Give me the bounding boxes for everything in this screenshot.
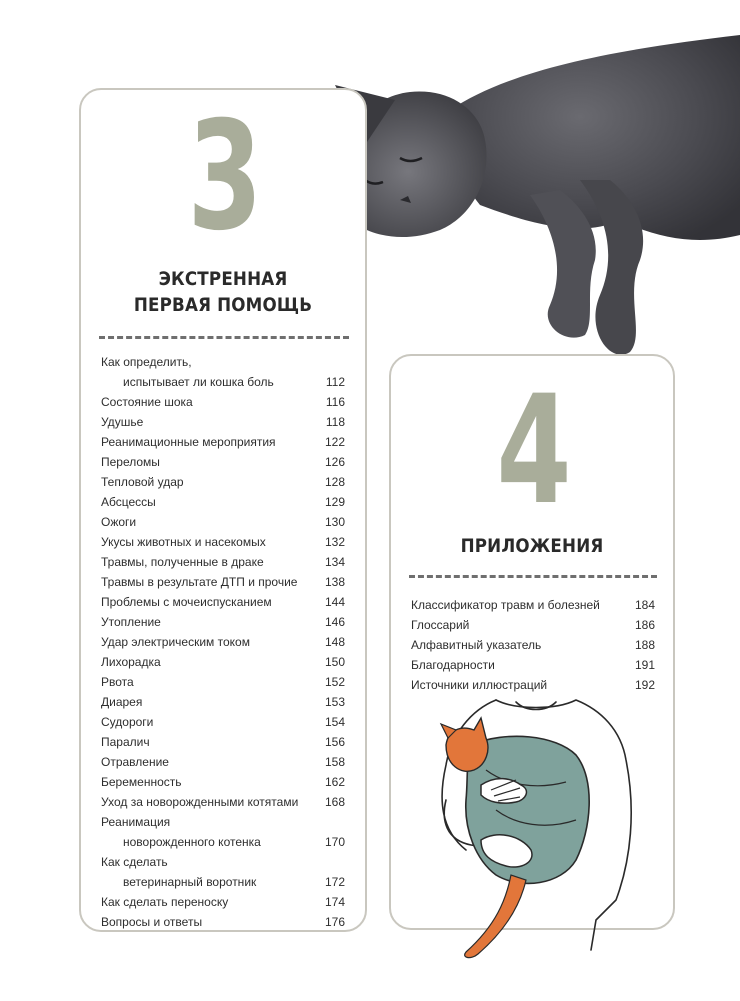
toc-entry-title: Состояние шока [101, 395, 193, 409]
toc-entry [101, 672, 345, 692]
toc-entry-title: Отравление [101, 755, 169, 769]
toc-page-number: 172 [324, 875, 345, 889]
toc-entry [101, 532, 345, 552]
toc-entry-title: Уход за новорожденными котятами [101, 795, 299, 809]
toc-entry-title: Проблемы с мочеиспусканием [101, 595, 272, 609]
section-title-line2: ПЕРВАЯ ПОМОЩЬ [133, 294, 313, 316]
toc-page-number: 150 [324, 655, 345, 669]
toc-entry [101, 692, 345, 712]
toc-entry-title: Ожоги [101, 515, 137, 529]
toc-page-number: 112 [325, 375, 345, 389]
toc-page-number: 192 [634, 678, 655, 692]
toc-page-number: 191 [634, 658, 655, 672]
toc-entry-title: Беременность [101, 775, 182, 789]
toc-entry [101, 772, 345, 792]
toc-entry [101, 712, 345, 732]
toc-entry-title: Вопросы и ответы [101, 915, 203, 929]
toc-entry [101, 892, 345, 912]
toc-entry [101, 572, 345, 592]
toc-entry-title-continued: ветеринарный воротник [123, 875, 257, 889]
toc-page-number: 122 [324, 435, 345, 449]
dashed-divider [409, 575, 657, 578]
toc-entry [101, 472, 345, 492]
toc-entry-title: Источники иллюстраций [411, 678, 548, 692]
toc-page-number: 153 [324, 695, 345, 709]
toc-entry-title: Диарея [101, 695, 143, 709]
toc-entry-title-continued: испытывает ли кошка боль [123, 375, 274, 389]
toc-entry-title: Удушье [101, 415, 144, 429]
toc-entry [101, 752, 345, 772]
toc-page-number: 126 [324, 455, 345, 469]
toc-page-number: 132 [324, 535, 345, 549]
toc-entry-title: Травмы в результате ДТП и прочие [101, 575, 298, 589]
toc-page-number: 148 [324, 635, 345, 649]
toc-entry-title: Укусы животных и насекомых [101, 535, 266, 549]
toc-entry-title: Как определить, [101, 355, 192, 369]
toc-page-number: 168 [324, 795, 345, 809]
toc-page-number: 186 [634, 618, 655, 632]
toc-entry [101, 812, 345, 852]
toc-entry [411, 655, 655, 675]
section-3-panel [79, 88, 367, 932]
toc-entry-title: Реанимационные мероприятия [101, 435, 276, 449]
toc-page-number: 129 [324, 495, 345, 509]
toc-entry [101, 732, 345, 752]
toc-entry-title: Алфавитный указатель [411, 638, 542, 652]
toc-page-number: 156 [324, 735, 345, 749]
toc-entry [411, 635, 655, 655]
section-number: 4 [496, 364, 572, 538]
toc-entry [101, 432, 345, 452]
toc-entry [101, 592, 345, 612]
toc-page-number: 138 [324, 575, 345, 589]
toc-list [411, 595, 655, 695]
toc-entry [101, 412, 345, 432]
toc-entry-title: Паралич [101, 735, 150, 749]
toc-entry [101, 552, 345, 572]
toc-page-number: 162 [324, 775, 345, 789]
toc-entry [101, 912, 345, 932]
toc-entry-title: Утопление [101, 615, 161, 629]
toc-entry-title: Классификатор травм и болезней [411, 598, 600, 612]
toc-list [101, 352, 345, 932]
toc-entry-title: Как сделать [101, 855, 168, 869]
toc-page-number: 158 [324, 755, 345, 769]
section-number: 3 [187, 90, 263, 264]
toc-entry-title: Абсцессы [101, 495, 156, 509]
toc-entry-title: Переломы [101, 455, 160, 469]
toc-page-number: 174 [324, 895, 345, 909]
toc-page-number: 128 [324, 475, 345, 489]
toc-entry-title: Удар электрическим током [101, 635, 250, 649]
toc-entry-title: Благодарности [411, 658, 495, 672]
toc-entry [101, 852, 345, 892]
toc-page-number: 152 [324, 675, 345, 689]
toc-page-number: 170 [324, 835, 345, 849]
toc-page-number: 134 [324, 555, 345, 569]
toc-entry [101, 612, 345, 632]
toc-entry [101, 452, 345, 472]
toc-page-number: 184 [634, 598, 655, 612]
toc-entry [101, 792, 345, 812]
toc-entry-title: Тепловой удар [101, 475, 184, 489]
toc-entry [101, 632, 345, 652]
section-title: ПРИЛОЖЕНИЯ [460, 535, 604, 557]
toc-entry [101, 492, 345, 512]
toc-page-number: 146 [324, 615, 345, 629]
toc-entry-title: Реанимация [101, 815, 171, 829]
dashed-divider [99, 336, 349, 339]
toc-page-number: 118 [325, 415, 345, 429]
section-title-line1: ЭКСТРЕННАЯ [158, 268, 288, 290]
toc-entry [411, 615, 655, 635]
toc-entry-title: Как сделать переноску [101, 895, 229, 909]
toc-entry [101, 352, 345, 392]
toc-entry-title: Травмы, полученные в драке [101, 555, 264, 569]
person-holding-cat-illustration [426, 690, 646, 960]
toc-page-number: 188 [634, 638, 655, 652]
toc-page-number: 116 [325, 395, 345, 409]
toc-entry-title-continued: новорожденного котенка [123, 835, 261, 849]
toc-page-number: 154 [324, 715, 345, 729]
toc-entry [101, 652, 345, 672]
toc-page-number: 144 [324, 595, 345, 609]
toc-entry [411, 595, 655, 615]
toc-entry [101, 512, 345, 532]
toc-page-number: 130 [324, 515, 345, 529]
toc-entry-title: Лихорадка [101, 655, 161, 669]
toc-entry-title: Рвота [101, 675, 134, 689]
toc-entry-title: Судороги [101, 715, 154, 729]
toc-page-number: 176 [324, 915, 345, 929]
toc-entry-title: Глоссарий [411, 618, 470, 632]
toc-entry [101, 392, 345, 412]
